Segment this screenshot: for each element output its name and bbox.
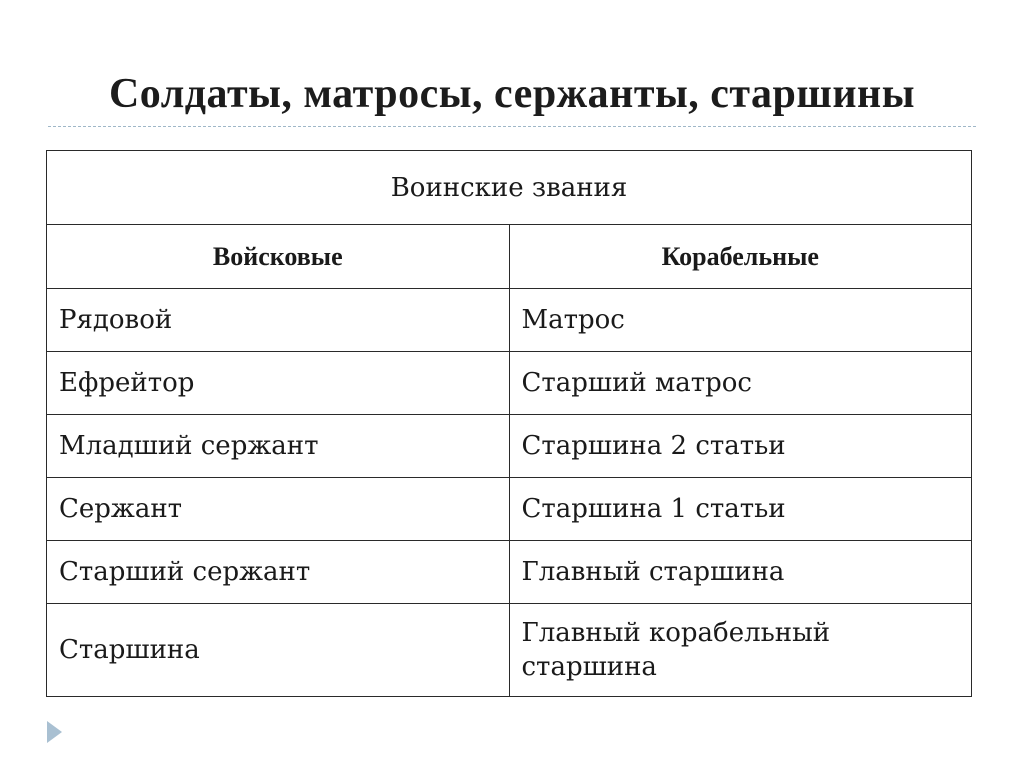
table-header-row xyxy=(47,225,972,289)
navy-rank-cell: Старшина 2 статьи xyxy=(509,415,972,478)
navy-rank-cell: Матрос xyxy=(509,289,972,352)
army-rank-cell: Старший сержант xyxy=(47,541,510,604)
column-header-navy: Корабельные xyxy=(509,225,972,289)
table-row xyxy=(47,415,972,478)
title-divider xyxy=(48,126,976,127)
table-row xyxy=(47,478,972,541)
table-row xyxy=(47,352,972,415)
ranks-table xyxy=(46,150,972,697)
table-caption-row xyxy=(47,151,972,225)
table-caption: Воинские звания xyxy=(47,151,972,225)
navy-rank-cell: Старшина 1 статьи xyxy=(509,478,972,541)
column-header-army: Войсковые xyxy=(47,225,510,289)
navy-rank-cell: Старший матрос xyxy=(509,352,972,415)
table-row xyxy=(47,541,972,604)
navy-rank-cell: Главный корабельный старшина xyxy=(509,604,972,697)
table-row xyxy=(47,289,972,352)
army-rank-cell: Младший сержант xyxy=(47,415,510,478)
army-rank-cell: Ефрейтор xyxy=(47,352,510,415)
triangle-right-icon[interactable] xyxy=(47,721,62,743)
army-rank-cell: Старшина xyxy=(47,604,510,697)
slide-title: Солдаты, матросы, сержанты, старшины xyxy=(108,71,916,117)
army-rank-cell: Рядовой xyxy=(47,289,510,352)
army-rank-cell: Сержант xyxy=(47,478,510,541)
navy-rank-cell: Главный старшина xyxy=(509,541,972,604)
table-row xyxy=(47,604,972,697)
